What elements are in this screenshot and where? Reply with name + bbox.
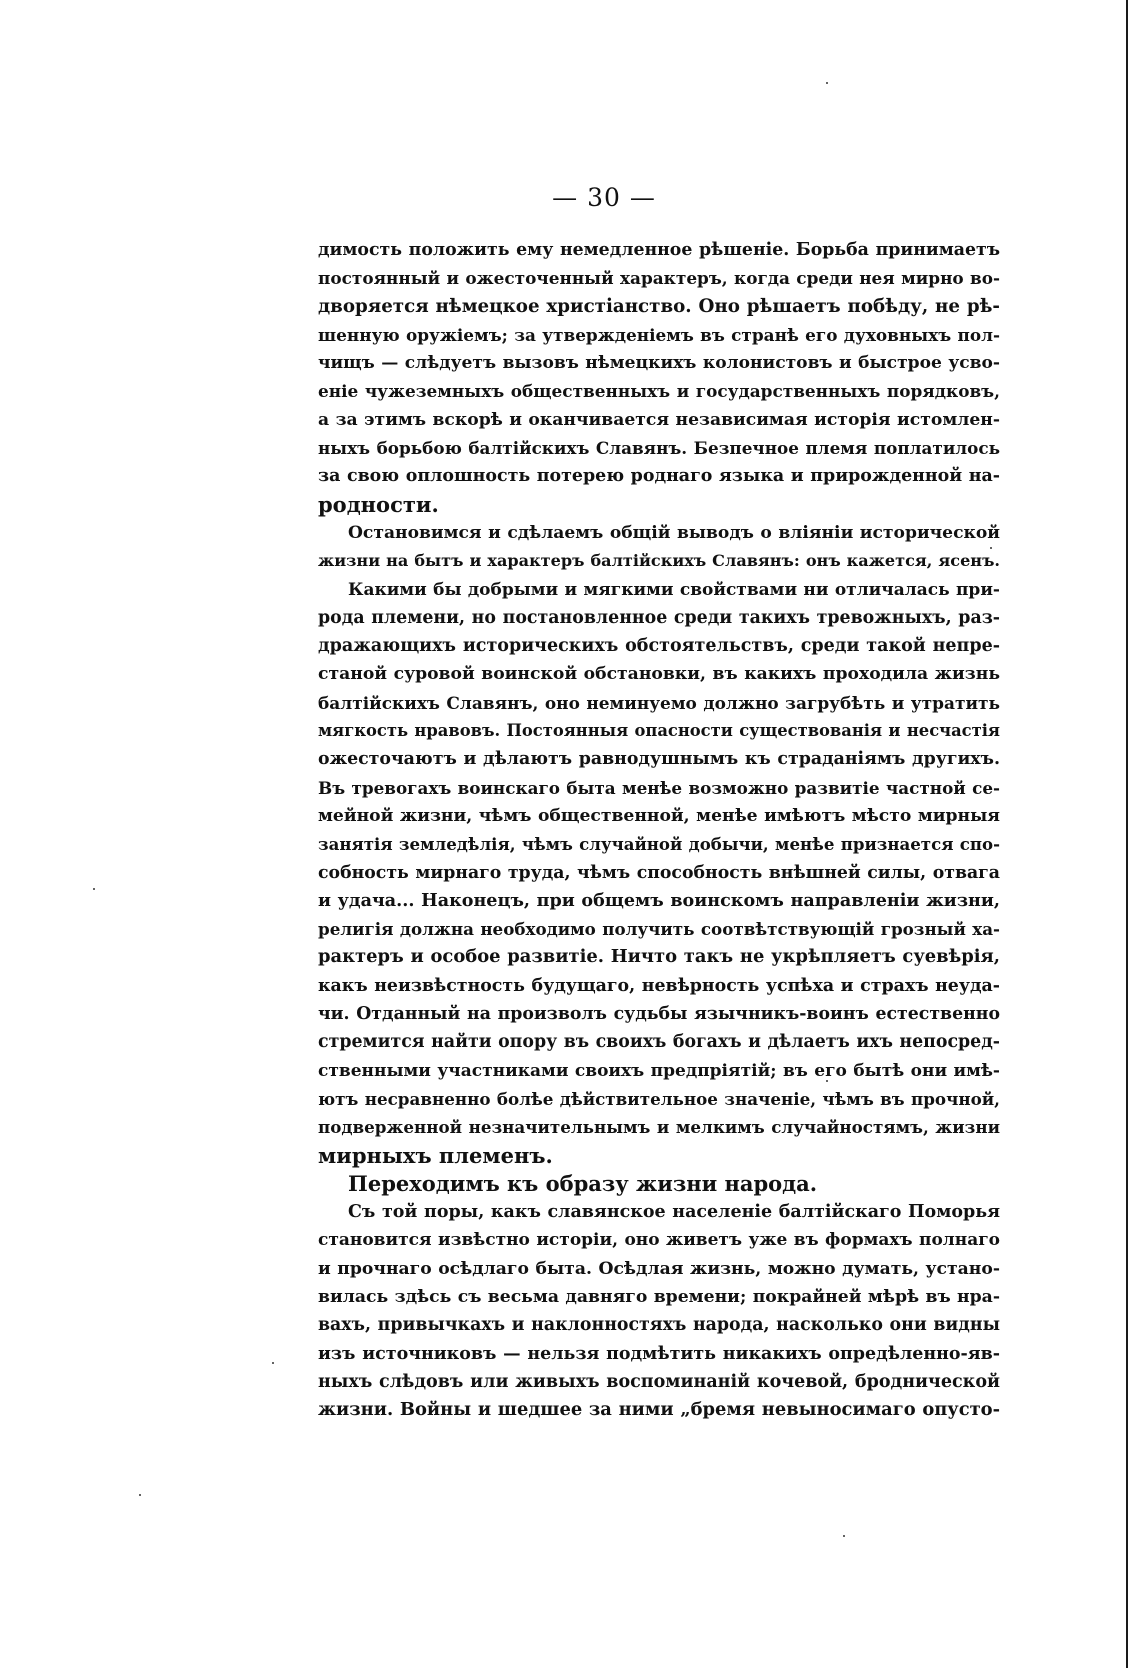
text-line: Съ той поры, какъ славянское населеніе балтійскаго Поморья xyxy=(348,1202,1000,1223)
text-line: вахъ, привычкахъ и наклонностяхъ народа, насколько они видны xyxy=(318,1315,1000,1336)
scan-speck xyxy=(843,1535,845,1537)
paragraph-1 xyxy=(318,236,1000,519)
text-line: становится извѣстно исторіи, оно живетъ уже въ формахъ полнаго xyxy=(318,1230,1000,1251)
text-line: ныхъ слѣдовъ или живыхъ воспоминаній кочевой, бродничеcкой xyxy=(318,1371,1000,1392)
text-line: Въ тревогахъ воинскаго быта менѣе возможно развитіе частной се- xyxy=(318,777,1000,798)
text-line: стремится найти опору въ своихъ богахъ и дѣлаетъ ихъ непосред- xyxy=(318,1032,1000,1053)
text-line: димость положить ему немедленное рѣшеніе. Борьба принимаетъ xyxy=(318,240,1000,260)
scan-speck xyxy=(93,888,95,890)
text-line: мирныхъ племенъ. xyxy=(318,1142,553,1168)
text-line: ютъ несравненно болѣе дѣйствительное значеніе, чѣмъ въ прочной, xyxy=(318,1088,1000,1109)
text-line: рактеръ и особое развитіе. Ничто такъ не укрѣпляетъ суевѣрія, xyxy=(318,946,1000,968)
scan-speck xyxy=(139,1494,141,1496)
text-line: Переходимъ къ образу жизни народа. xyxy=(348,1170,818,1196)
text-line: и прочнаго осѣдлаго быта. Осѣдлая жизнь, можно думать, устано- xyxy=(318,1258,1000,1279)
text-line: изъ источниковъ — нельзя подмѣтить никакихъ опредѣленно-яв- xyxy=(318,1343,1000,1364)
text-line: шенную оружіемъ; за утвержденіемъ въ странѣ его духовныхъ пол- xyxy=(318,324,1000,345)
page-number: — 30 — xyxy=(552,183,656,212)
paragraph-3 xyxy=(318,576,1000,1170)
text-line: мягкость нравовъ. Постоянныя опасности существованія и несчастія xyxy=(318,721,1000,741)
text-line: рода племени, но постановленное среди такихъ тревожныхъ, раз- xyxy=(318,607,1000,628)
scan-speck xyxy=(272,1362,274,1364)
text-line: за свою оплошность потерею роднаго языка и прирожденной на- xyxy=(318,466,1000,487)
text-line: Какими бы добрыми и мягкими свойствами ни отличалась при- xyxy=(348,579,1000,600)
paragraph-2 xyxy=(318,519,1000,576)
text-line: родности. xyxy=(318,491,439,517)
text-line: постоянный и ожесточенный характеръ, когда среди нея мирно во- xyxy=(318,268,1000,289)
paragraph-4 xyxy=(318,1170,1000,1198)
text-line: вилась здѣсь съ весьма давняго времени; покрайней мѣрѣ въ нра- xyxy=(318,1286,1000,1307)
body-text xyxy=(318,236,1000,1424)
text-line: какъ неизвѣстность будущаго, невѣрность успѣха и страхъ неуда- xyxy=(318,975,1000,996)
text-line: ожесточаютъ и дѣлаютъ равнодушнымъ къ страданіямъ другихъ. xyxy=(318,749,1000,770)
text-line: а за этимъ вскорѣ и оканчивается независимая исторія истомлен- xyxy=(318,409,1000,430)
paragraph-5 xyxy=(318,1198,1000,1424)
text-line: Остановимся и сдѣлаемъ общій выводъ о вліяніи исторической xyxy=(348,522,1000,543)
text-line: занятія земледѣлія, чѣмъ случайной добычи, менѣе признается спо- xyxy=(318,834,1000,855)
text-line: подверженной незначительнымъ и мелкимъ случайностямъ, жизни xyxy=(318,1117,1000,1138)
text-line: жизни на бытъ и характеръ балтійскихъ Славянъ: онъ кажется, ясенъ. xyxy=(318,551,1000,571)
text-line: дворяется нѣмецкое христіанство. Оно рѣшаетъ побѣду, не рѣ- xyxy=(318,295,1000,317)
text-line: ственными участниками своихъ предпріятій; въ его бытѣ они имѣ- xyxy=(318,1060,1000,1081)
text-line: чищъ — слѣдуетъ вызовъ нѣмецкихъ колонистовъ и быстрое усво- xyxy=(318,353,1000,374)
text-line: балтійскихъ Славянъ, оно неминуемо должно загрубѣть и утратить xyxy=(318,692,1000,713)
text-line: религія должна необходимо получить соотвѣтствующій грозный ха- xyxy=(318,919,1000,940)
scan-edge-rule xyxy=(1126,0,1128,1668)
text-line: ныхъ борьбою балтійскихъ Славянъ. Безпечное племя поплатилось xyxy=(318,438,1000,459)
text-line: еніе чужеземныхъ общественныхъ и государственныхъ порядковъ, xyxy=(318,381,1000,402)
scan-speck xyxy=(826,82,828,84)
text-line: и удача... Наконецъ, при общемъ воинскомъ направленіи жизни, xyxy=(318,890,1000,911)
text-line: дражающихъ историческихъ обстоятельствъ, среди такой непре- xyxy=(318,636,1000,657)
text-line: станой суровой воинской обстановки, въ какихъ проходила жизнь xyxy=(318,664,1000,685)
text-line: мейной жизни, чѣмъ общественной, менѣе имѣютъ мѣсто мирныя xyxy=(318,805,1000,826)
text-line: чи. Отданный на произволъ судьбы язычникъ-воинъ естественно xyxy=(318,1004,1000,1025)
text-line: жизни. Войны и шедшее за ними „бремя невыносимаго опусто- xyxy=(318,1399,1000,1421)
text-line: собность мирнаго труда, чѣмъ способность внѣшней силы, отвага xyxy=(318,862,1000,883)
